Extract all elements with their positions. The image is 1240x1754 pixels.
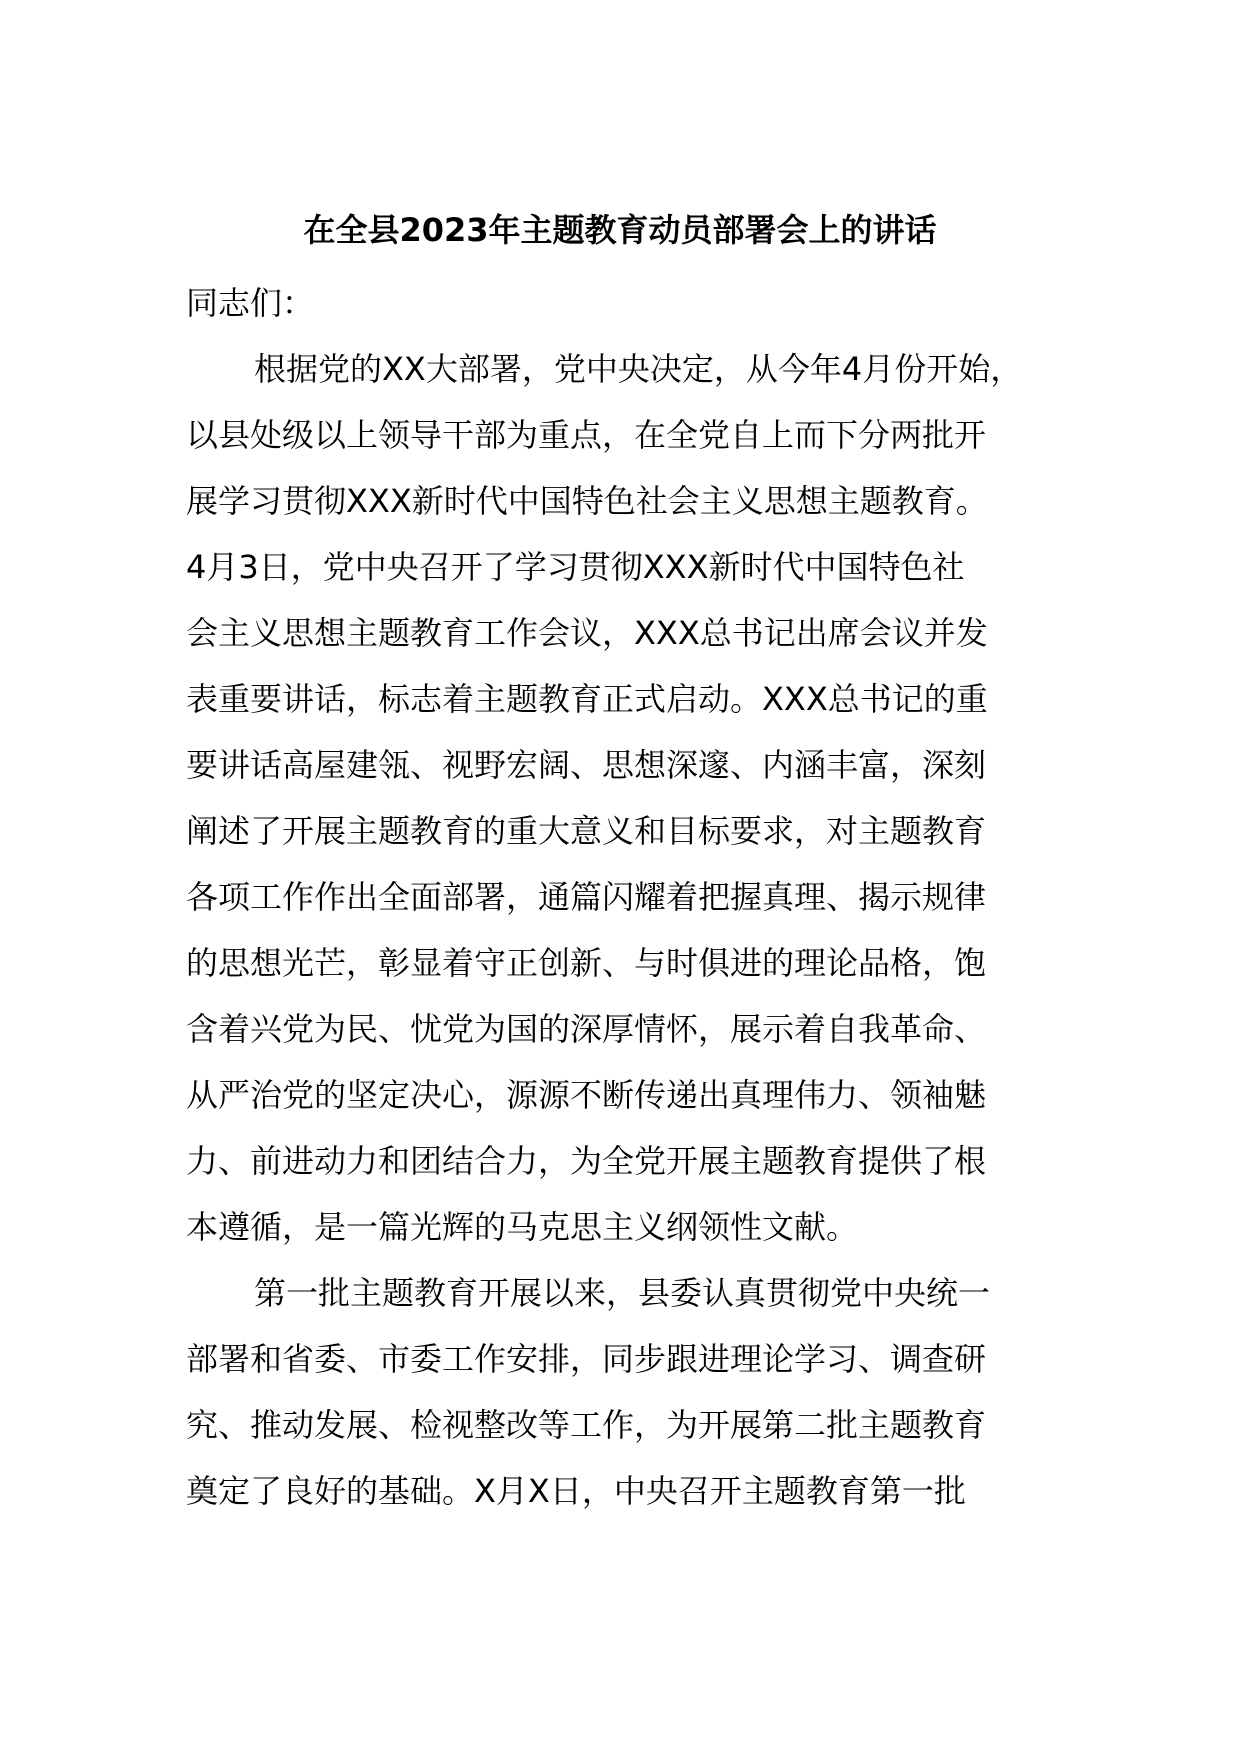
paragraph-line: 以县处级以上领导干部为重点，在全党自上而下分两批开 — [186, 416, 987, 454]
paragraph-line: 的思想光芒，彰显着守正创新、与时俱进的理论品格，饱 — [186, 944, 987, 982]
salutation: 同志们： — [186, 284, 315, 322]
paragraph-line: 会主义思想主题教育工作会议，XXX总书记出席会议并发 — [186, 614, 988, 652]
paragraph-line: 力、前进动力和团结合力，为全党开展主题教育提供了根 — [186, 1142, 987, 1180]
paragraph-line: 根据党的XX大部署，党中央决定，从今年4月份开始， — [254, 350, 1023, 388]
paragraph-line: 展学习贯彻XXX新时代中国特色社会主义思想主题教育。 — [186, 482, 988, 520]
paragraph-line: 部署和省委、市委工作安排，同步跟进理论学习、调查研 — [186, 1340, 987, 1378]
paragraph-line: 表重要讲话，标志着主题教育正式启动。XXX总书记的重 — [186, 680, 988, 718]
paragraph-line: 奠定了良好的基础。X月X日，中央召开主题教育第一批 — [186, 1472, 966, 1510]
paragraph-line: 要讲话高屋建瓴、视野宏阔、思想深邃、内涵丰富，深刻 — [186, 746, 987, 784]
paragraph-line: 第一批主题教育开展以来，县委认真贯彻党中央统一 — [254, 1274, 991, 1312]
paragraph-line: 各项工作作出全面部署，通篇闪耀着把握真理、揭示规律 — [186, 878, 987, 916]
paragraph-line: 4月3日，党中央召开了学习贯彻XXX新时代中国特色社 — [186, 548, 965, 586]
document-body — [186, 270, 1086, 1524]
paragraph-line: 本遵循，是一篇光辉的马克思主义纲领性文献。 — [186, 1208, 859, 1246]
paragraph-line: 从严治党的坚定决心，源源不断传递出真理伟力、领袖魅 — [186, 1076, 987, 1114]
paragraph-line: 究、推动发展、检视整改等工作，为开展第二批主题教育 — [186, 1406, 987, 1444]
paragraph-line: 含着兴党为民、忧党为国的深厚情怀，展示着自我革命、 — [186, 1010, 987, 1048]
paragraph-line: 阐述了开展主题教育的重大意义和目标要求，对主题教育 — [186, 812, 987, 850]
document-title: 在全县2023年主题教育动员部署会上的讲话 — [303, 211, 937, 249]
